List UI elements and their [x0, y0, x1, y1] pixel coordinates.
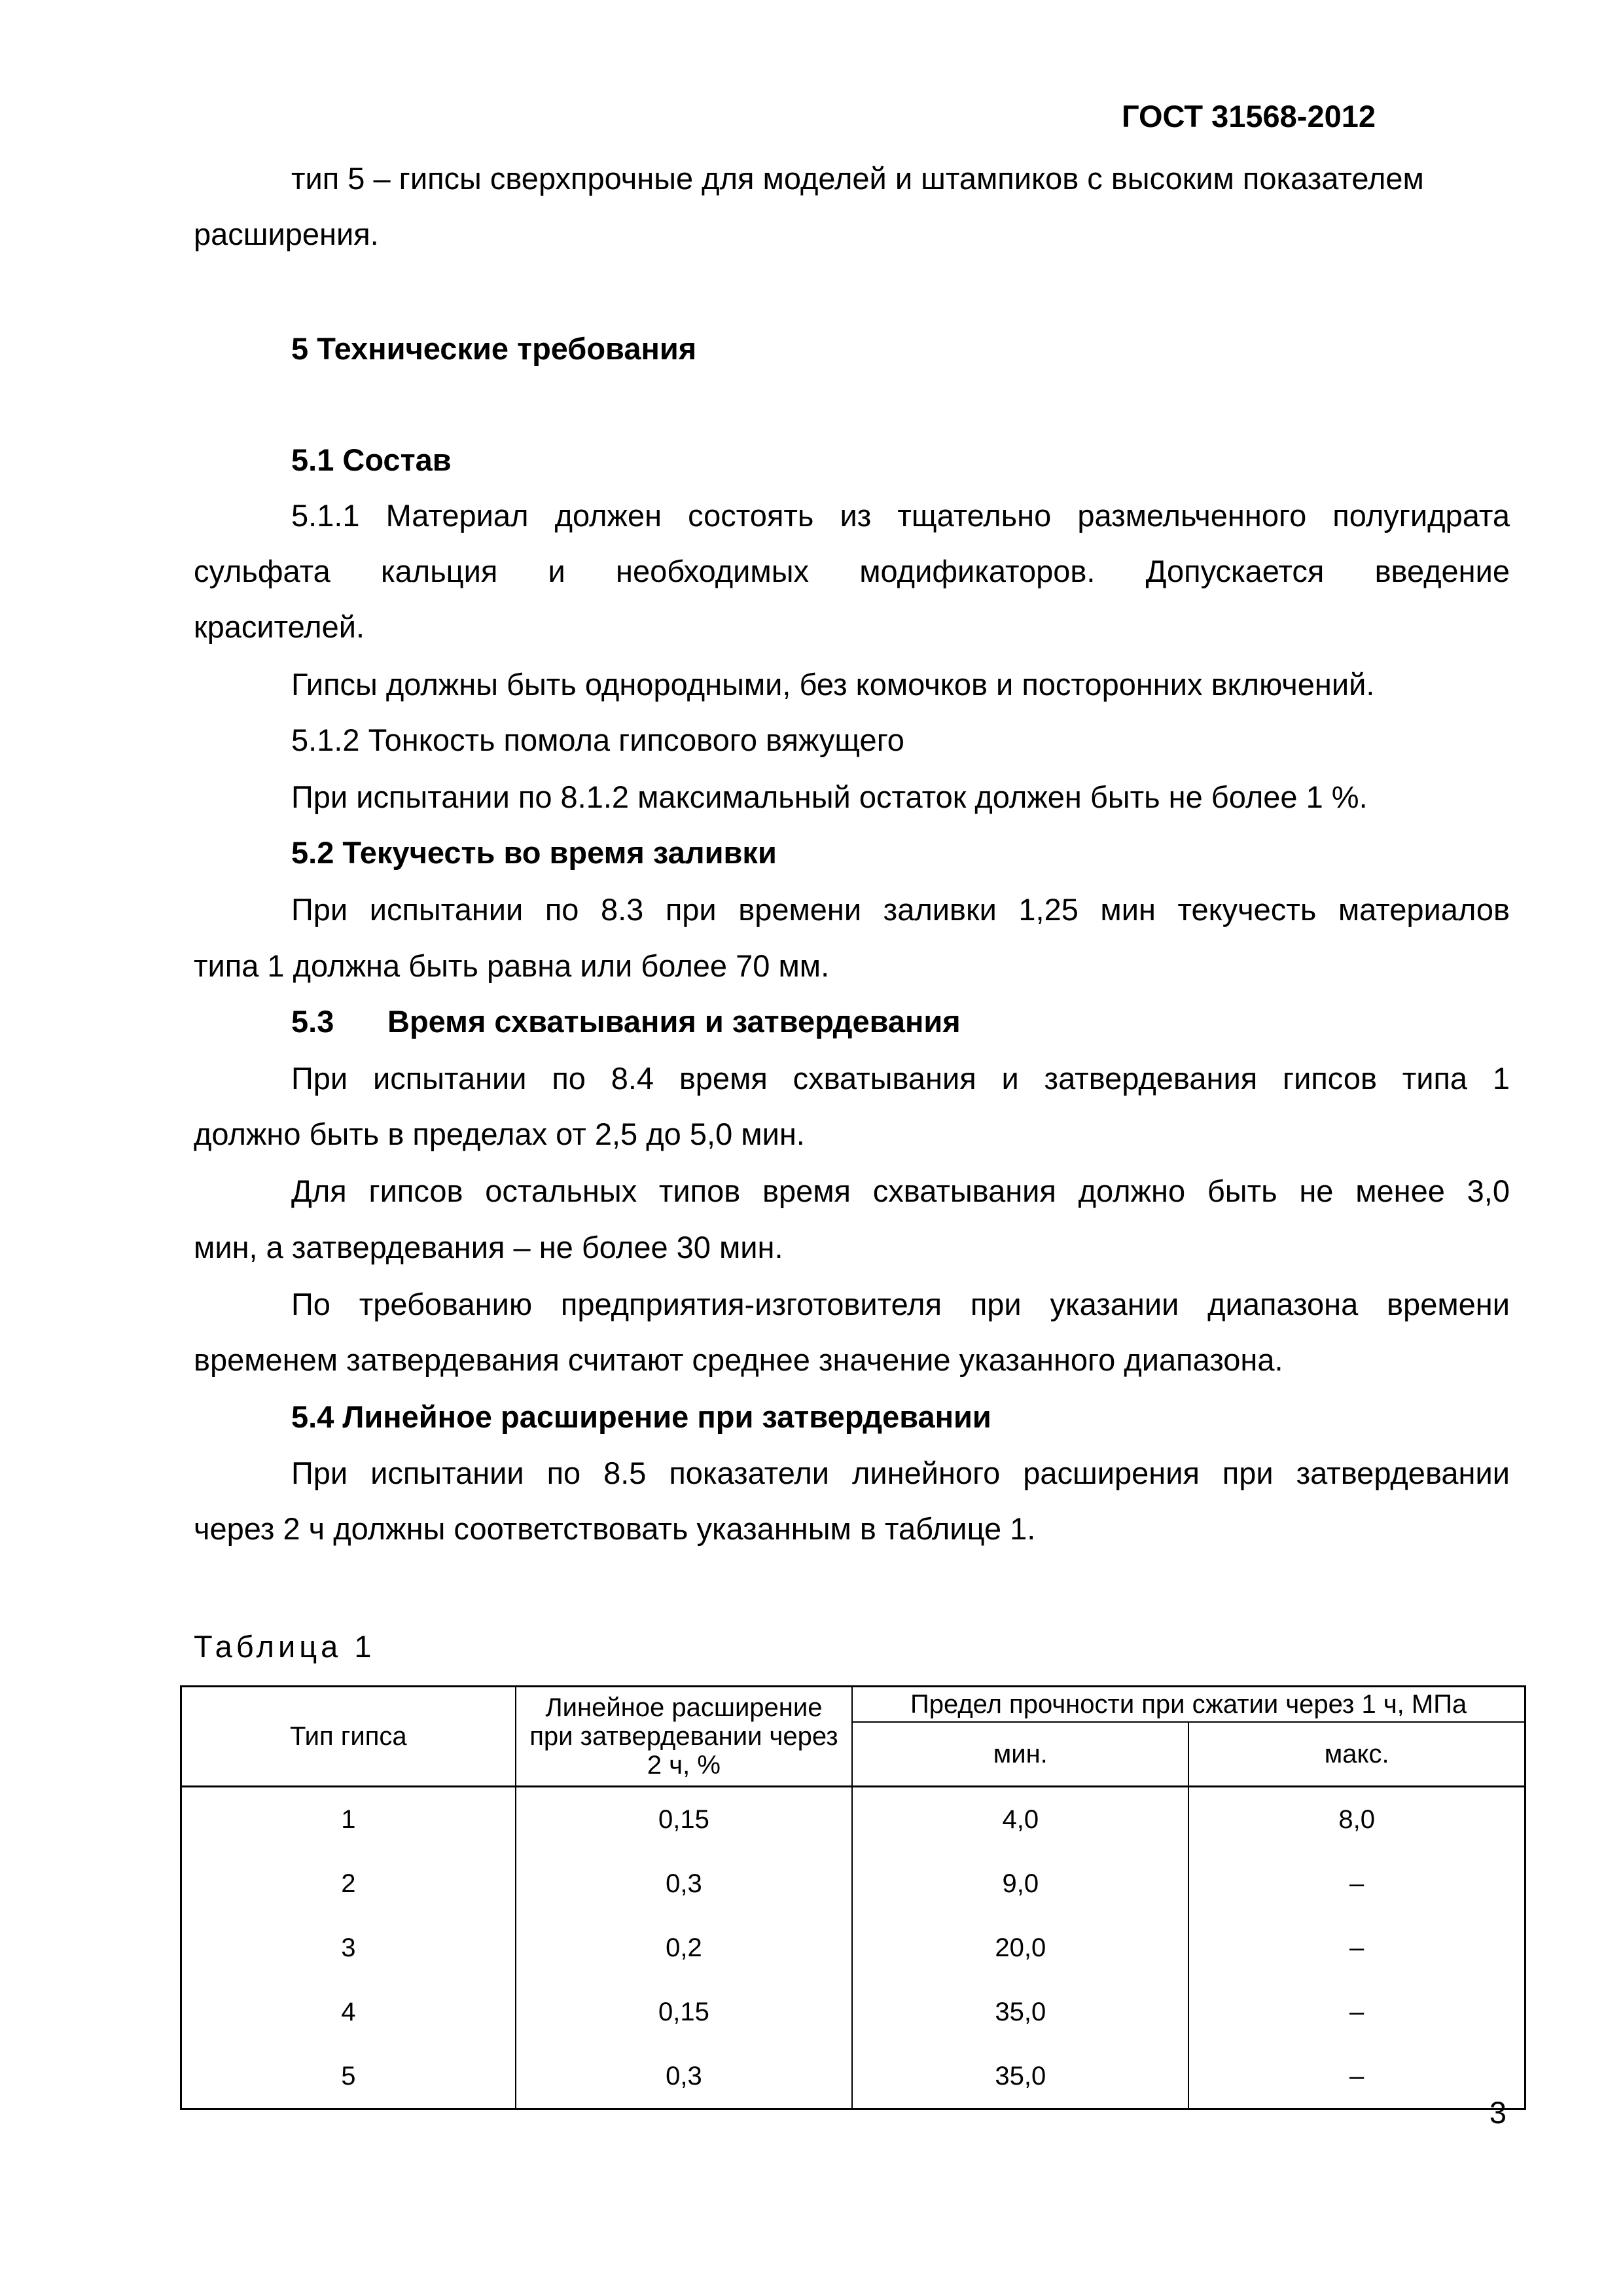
- cell-expansion: 0,15: [516, 1980, 853, 2044]
- section-5-4-title: 5.4 Линейное расширение при затвердевании: [291, 1399, 991, 1434]
- type5-line2: расширения.: [194, 217, 379, 251]
- cell-type: 2: [181, 1852, 516, 1916]
- header-expansion: Линейное расширение при затвердевании через 2 ч, %: [516, 1687, 853, 1787]
- table-1: [180, 1685, 1526, 2110]
- para-5-1-1-line3: красителей.: [194, 609, 365, 644]
- cell-type: 5: [181, 2044, 516, 2109]
- cell-expansion: 0,3: [516, 2044, 853, 2109]
- para-5-3b-line1: Для гипсов остальных типов время схватывания должно быть не менее 3,0: [291, 1174, 1510, 1208]
- para-5-4-line2: через 2 ч должны соответствовать указанным в таблице 1.: [194, 1511, 1036, 1546]
- header-type: Тип гипса: [181, 1687, 516, 1787]
- para-5-1-2: 5.1.2 Тонкость помола гипсового вяжущего: [291, 723, 904, 757]
- cell-expansion: 0,3: [516, 1852, 853, 1916]
- para-5-3c-line1: По требованию предприятия-изготовителя при указании диапазона времени: [291, 1287, 1510, 1321]
- para-5-3c-line2: временем затвердевания считают среднее значение указанного диапазона.: [194, 1342, 1283, 1377]
- section-5-3-number: 5.3: [291, 1004, 334, 1039]
- para-5-2-line1: При испытании по 8.3 при времени заливки 1,25 мин текучесть материалов: [291, 892, 1510, 927]
- section-5-2-title: 5.2 Текучесть во время заливки: [291, 835, 777, 870]
- cell-max: –: [1188, 1916, 1525, 1980]
- para-5-3a-line2: должно быть в пределах от 2,5 до 5,0 мин.: [194, 1117, 805, 1151]
- header-min: мин.: [852, 1722, 1188, 1787]
- cell-type: 4: [181, 1980, 516, 2044]
- cell-min: 9,0: [852, 1852, 1188, 1916]
- para-homogeneity: Гипсы должны быть однородными, без комочков и посторонних включений.: [291, 667, 1375, 702]
- cell-expansion: 0,15: [516, 1787, 853, 1852]
- cell-min: 35,0: [852, 2044, 1188, 2109]
- cell-max: –: [1188, 1980, 1525, 2044]
- header-strength: Предел прочности при сжатии через 1 ч, МПа: [852, 1687, 1525, 1723]
- cell-max: –: [1188, 2044, 1525, 2109]
- cell-expansion: 0,2: [516, 1916, 853, 1980]
- cell-max: –: [1188, 1852, 1525, 1916]
- cell-type: 1: [181, 1787, 516, 1852]
- cell-min: 20,0: [852, 1916, 1188, 1980]
- para-5-1-1-line2: сульфата кальция и необходимых модификаторов. Допускается введение: [194, 554, 1510, 588]
- document-code: ГОСТ 31568-2012: [1121, 99, 1376, 134]
- cell-type: 3: [181, 1916, 516, 1980]
- cell-min: 4,0: [852, 1787, 1188, 1852]
- section-5-3-title: Время схватывания и затвердевания: [387, 1004, 961, 1039]
- cell-min: 35,0: [852, 1980, 1188, 2044]
- type5-line1: тип 5 – гипсы сверхпрочные для моделей и штампиков с высоким показателем: [291, 161, 1424, 196]
- section-5-1-title: 5.1 Состав: [291, 442, 452, 477]
- section-5-title: 5 Технические требования: [291, 331, 697, 366]
- para-5-1-2-test: При испытании по 8.1.2 максимальный остаток должен быть не более 1 %.: [291, 780, 1368, 814]
- cell-max: 8,0: [1188, 1787, 1525, 1852]
- para-5-2-line2: типа 1 должна быть равна или более 70 мм.: [194, 948, 830, 983]
- page-number: 3: [1489, 2095, 1507, 2130]
- table-caption: Таблица 1: [194, 1629, 376, 1664]
- para-5-4-line1: При испытании по 8.5 показатели линейного расширения при затвердевании: [291, 1456, 1510, 1490]
- para-5-3b-line2: мин, а затвердевания – не более 30 мин.: [194, 1230, 783, 1265]
- header-max: макс.: [1188, 1722, 1525, 1787]
- para-5-1-1-line1: 5.1.1 Материал должен состоять из тщательно размельченного полугидрата: [291, 498, 1510, 533]
- para-5-3a-line1: При испытании по 8.4 время схватывания и затвердевания гипсов типа 1: [291, 1061, 1510, 1096]
